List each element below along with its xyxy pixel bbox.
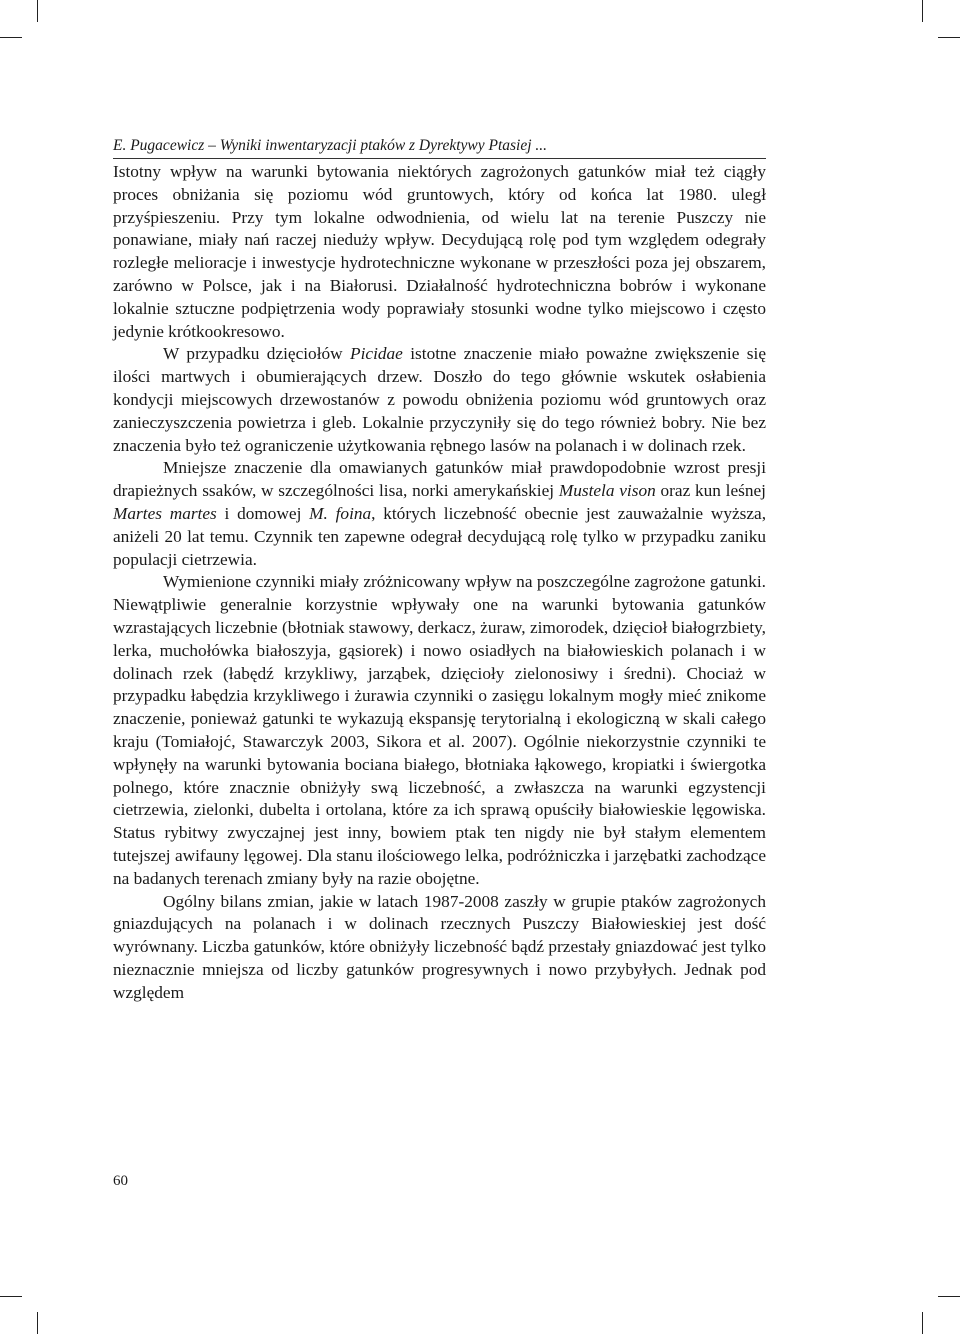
text-run: Istotny wpływ na warunki bytowania niektórych zagrożonych gatunków miał też ciągły proces obniżania się poziomu wód gruntowych, który od końca lat 1980. uległ przyśpieszeniu. Przy tym lokalne odwodnienia, od wielu lat na terenie Puszczy nie ponawiane, miały nań raczej nieduży wpływ. Decydującą rolę pod tym względem odegrały rozległe melioracje i inwestycje hydrotechniczne wykonane w przeszłości poza jej obszarem, zarówno w Polsce, jak i na Białorusi. Działalność hydrotechniczna bobrów i wykonane lokalnie sztuczne podpiętrzenia wody poprawiały stosunki wodne tylko miejscowo i często jedynie krótkookresowo.	[113, 162, 766, 341]
text-run: Ogólny bilans zmian, jakie w latach 1987-2008 zaszły w grupie ptaków zagrożonych gniazdujących na polanach i w dolinach rzecznych Puszczy Białowieskiej jest dość wyrównany. Liczba gatunków, które obniżyły liczebność bądź przestały gniazdować jest tylko nieznacznie mniejsza od liczby gatunków progresywnych i nowo przybyłych. Jednak pod względem	[113, 891, 766, 1002]
running-head: E. Pugacewicz – Wyniki inwentaryzacji ptaków z Dyrektywy Ptasiej ...	[113, 136, 766, 159]
paragraph	[113, 457, 766, 571]
crop-mark-top-right-horizontal	[938, 37, 960, 38]
text-run: i domowej	[216, 503, 310, 523]
crop-mark-bottom-right-vertical	[922, 1312, 923, 1334]
crop-mark-top-left-vertical	[37, 0, 38, 22]
page-number: 60	[113, 1173, 128, 1189]
paragraph	[113, 891, 766, 1005]
paragraph	[113, 343, 766, 457]
paragraph	[113, 161, 766, 343]
species-name: Martes martes	[113, 503, 217, 523]
paragraph	[113, 571, 766, 890]
text-run: W przypadku dzięciołów	[163, 344, 351, 364]
crop-mark-bottom-left-horizontal	[0, 1296, 22, 1297]
text-run: oraz kun leśnej	[655, 481, 766, 501]
body-text	[113, 161, 766, 1004]
crop-mark-top-right-vertical	[922, 0, 923, 22]
species-name: Mustela vison	[558, 481, 656, 501]
species-name: Picidae	[350, 344, 403, 364]
crop-mark-top-left-horizontal	[0, 37, 22, 38]
species-name: M. foina	[309, 503, 372, 523]
text-run: , których liczebność obecnie jest zauważalnie wyższa, aniżeli 20 lat temu. Czynnik ten zapewne odegrał decydującą rolę tylko w przypadku zaniku populacji cietrzewia.	[113, 503, 767, 569]
crop-mark-bottom-left-vertical	[37, 1312, 38, 1334]
text-run: istotne znaczenie miało poważne zwiększenie się ilości martwych i obumierających drzew. Doszło do tego głównie wskutek osłabienia kondycji miejscowych drzewostanów z powodu obniżenia poziomu wód gruntowych oraz zanieczyszczenia powietrza i gleb. Lokalnie przyczyniły się do tego również bobry. Nie bez znaczenia było też ograniczenie użytkowania rębnego lasów na polanach i w dolinach rzek.	[113, 344, 766, 455]
crop-mark-bottom-right-horizontal	[938, 1296, 960, 1297]
text-run: Wymienione czynniki miały zróżnicowany wpływ na poszczególne zagrożone gatunki. Niewątpliwie generalnie korzystnie wpływały one na warunki bytowania gatunków wzrastających liczebnie (błotniak stawowy, derkacz, żuraw, zimorodek, dzięcioł białogrzbiety, lerka, muchołówka białoszyja, gąsiorek) i nowo osiadłych na białowieskich polanach i w dolinach rzek (łabędź krzykliwy, jarząbek, dzięcioły zielonosiwy i średni). Chociaż w przypadku łabędzia krzykliwego i żurawia czynniki o zasięgu lokalnym mogły mieć znikome znaczenie, ponieważ gatunki te wykazują ekspansję terytorialną i ekologiczną w skali całego kraju (Tomiałojć, Stawarczyk 2003, Sikora et al. 2007). Ogólnie niekorzystnie czynniki te wpłynęły na warunki bytowania bociana białego, błotniaka łąkowego, kropiatki i świergotka polnego, które znacznie obniżyły swą liczebność, a zwłaszcza na warunki egzystencji cietrzewia, zielonki, dubelta i ortolana, które za ich sprawą opuściły białowieskie lęgowiska. Status rybitwy zwyczajnej jest inny, bowiem ptak ten nigdy nie był stałym elementem tutejszej awifauny lęgowej. Dla stanu ilościowego lelka, podróżniczka i jarzębatki zachodzące na badanych terenach zmiany były na razie obojętne.	[113, 572, 766, 888]
text-run: Mniejsze znaczenie dla omawianych gatunków miał prawdopodobnie wzrost presji drapieżnych ssaków, w szczególności lisa, norki amerykańskiej	[113, 458, 766, 501]
